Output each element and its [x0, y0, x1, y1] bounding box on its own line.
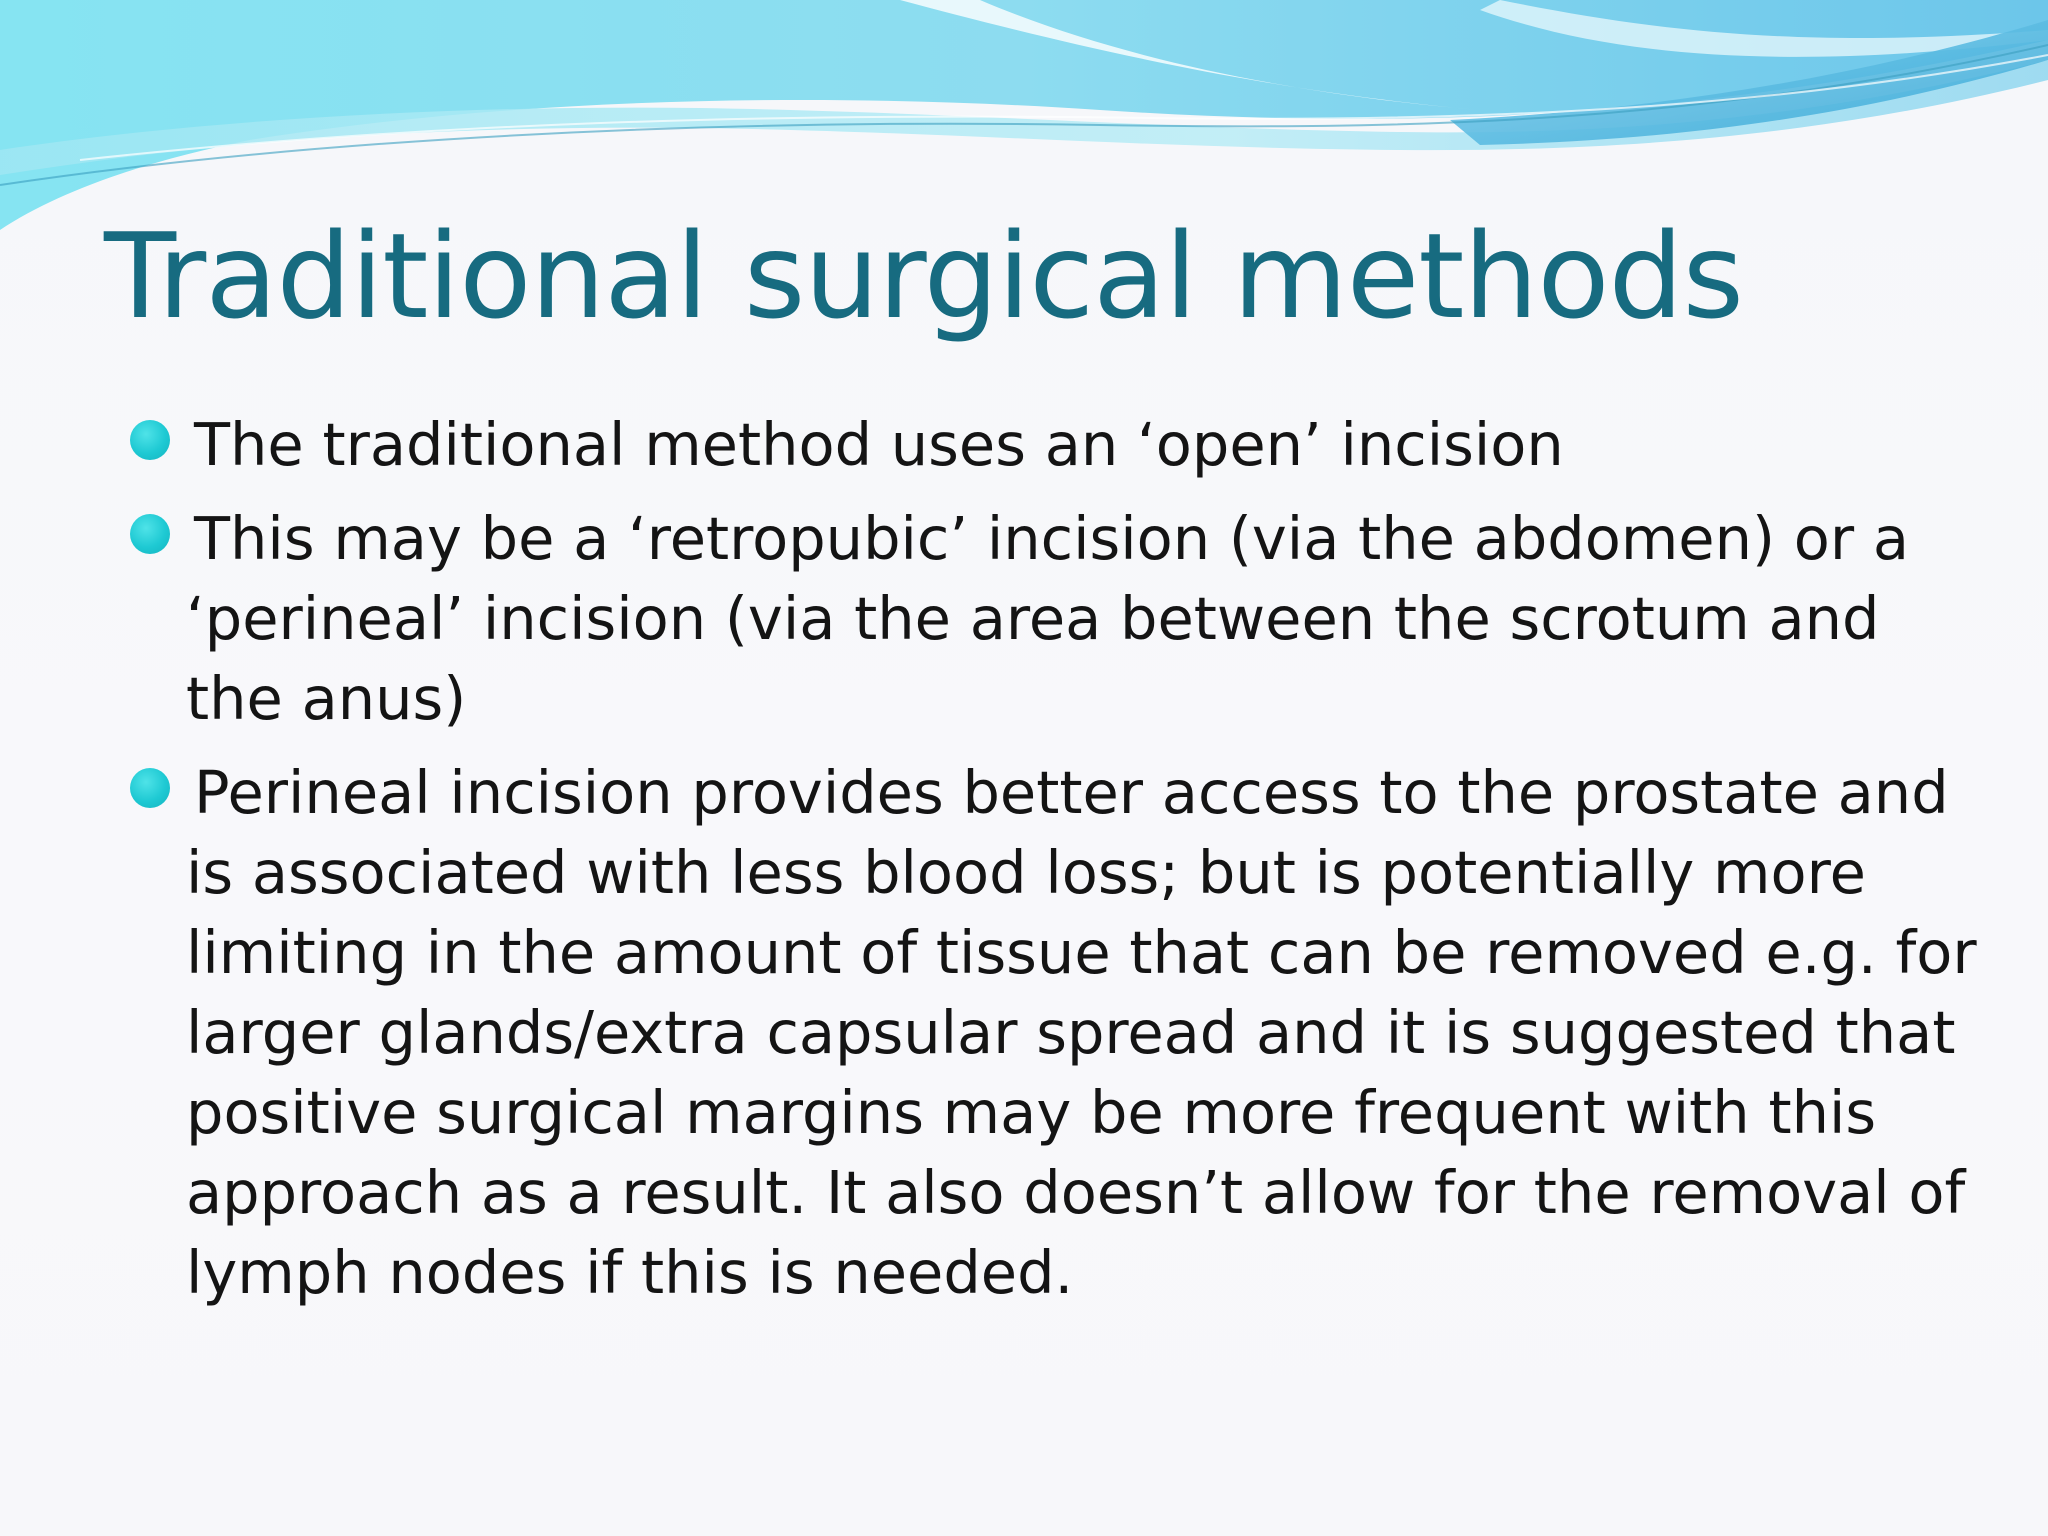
bullet-dot-icon [130, 768, 170, 808]
bullet-item [0, 499, 2048, 739]
bullet-dot-icon [130, 514, 170, 554]
bullet-text: The traditional method uses an ‘open’ incision [194, 410, 1564, 479]
wave-header-decoration [0, 0, 2048, 240]
bullet-item [0, 753, 2048, 1313]
bullet-list [0, 405, 2048, 1327]
slide-title: Traditional surgical methods [104, 207, 1743, 345]
bullet-text: Perineal incision provides better access to the prostate and is associated with less blood loss; but is potentially more limiting in the amount of tissue that can be removed e.g. for larger glands/extra capsular spread and it is suggested that positive surgical margins may be more frequent with this approach as a result. It also doesn’t allow for the removal of lymph nodes if this is needed. [186, 758, 1977, 1307]
bullet-text: This may be a ‘retropubic’ incision (via the abdomen) or a ‘perineal’ incision (via the area between the scrotum and the anus) [186, 504, 1910, 733]
bullet-item [0, 405, 2048, 485]
bullet-dot-icon [130, 420, 170, 460]
